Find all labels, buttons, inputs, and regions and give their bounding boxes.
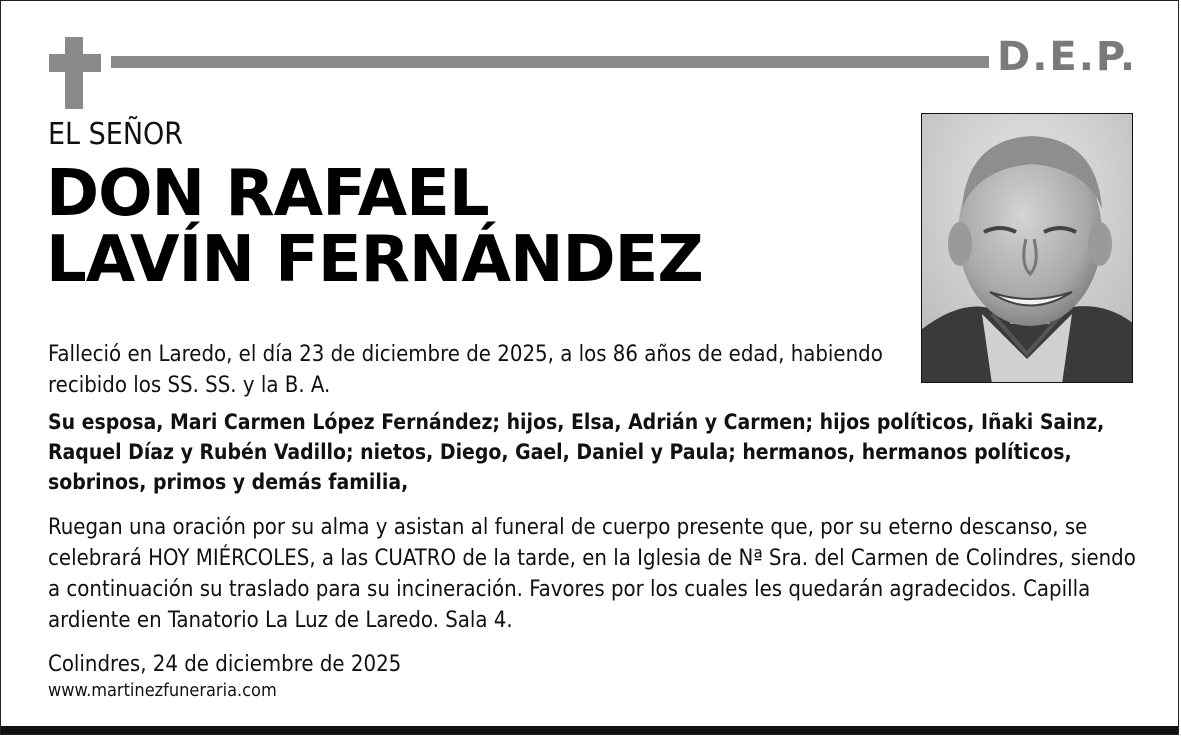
header-rule: [111, 56, 989, 68]
name-line-2: LAVÍN FERNÁNDEZ: [46, 223, 703, 297]
death-notice: Falleció en Laredo, el día 23 de diciembre de 2025, a los 86 años de edad, habiendo recibido los SS. SS. y la B. A.: [48, 342, 883, 398]
website-link[interactable]: www.martinezfuneraria.com: [48, 680, 277, 701]
honorific-title: EL SEÑOR: [48, 117, 184, 152]
dep-label: D.E.P.: [997, 34, 1138, 80]
place-date: Colindres, 24 de diciembre de 2025: [48, 652, 402, 677]
funeral-details: Ruegan una oración por su alma y asistan al funeral de cuerpo presente que, por su eterno descanso, se celebrará HOY MIÉRCOLES, a las CUATRO de la tarde, en la Iglesia de Nª Sra. del Carmen de Colindres, siendo a continuación su traslado para su incineración. Favores por los cuales les quedarán agradecidos. Capilla ardiente en Tanatorio La Luz de Laredo. Sala 4.: [48, 515, 1136, 633]
portrait-photo: [921, 113, 1133, 383]
name-line-1: DON RAFAEL: [46, 157, 489, 231]
family-list: Su esposa, Mari Carmen López Fernández; hijos, Elsa, Adrián y Carmen; hijos políticos, Iñaki Sainz, Raquel Díaz y Rubén Vadillo; nietos, Diego, Gael, Daniel y Paula; hermanos, hermanos políticos, sobrinos, primos y demás familia,: [48, 410, 1105, 494]
deceased-name: [46, 157, 703, 297]
cross-icon: [49, 37, 101, 109]
bottom-rule: [1, 726, 1178, 734]
